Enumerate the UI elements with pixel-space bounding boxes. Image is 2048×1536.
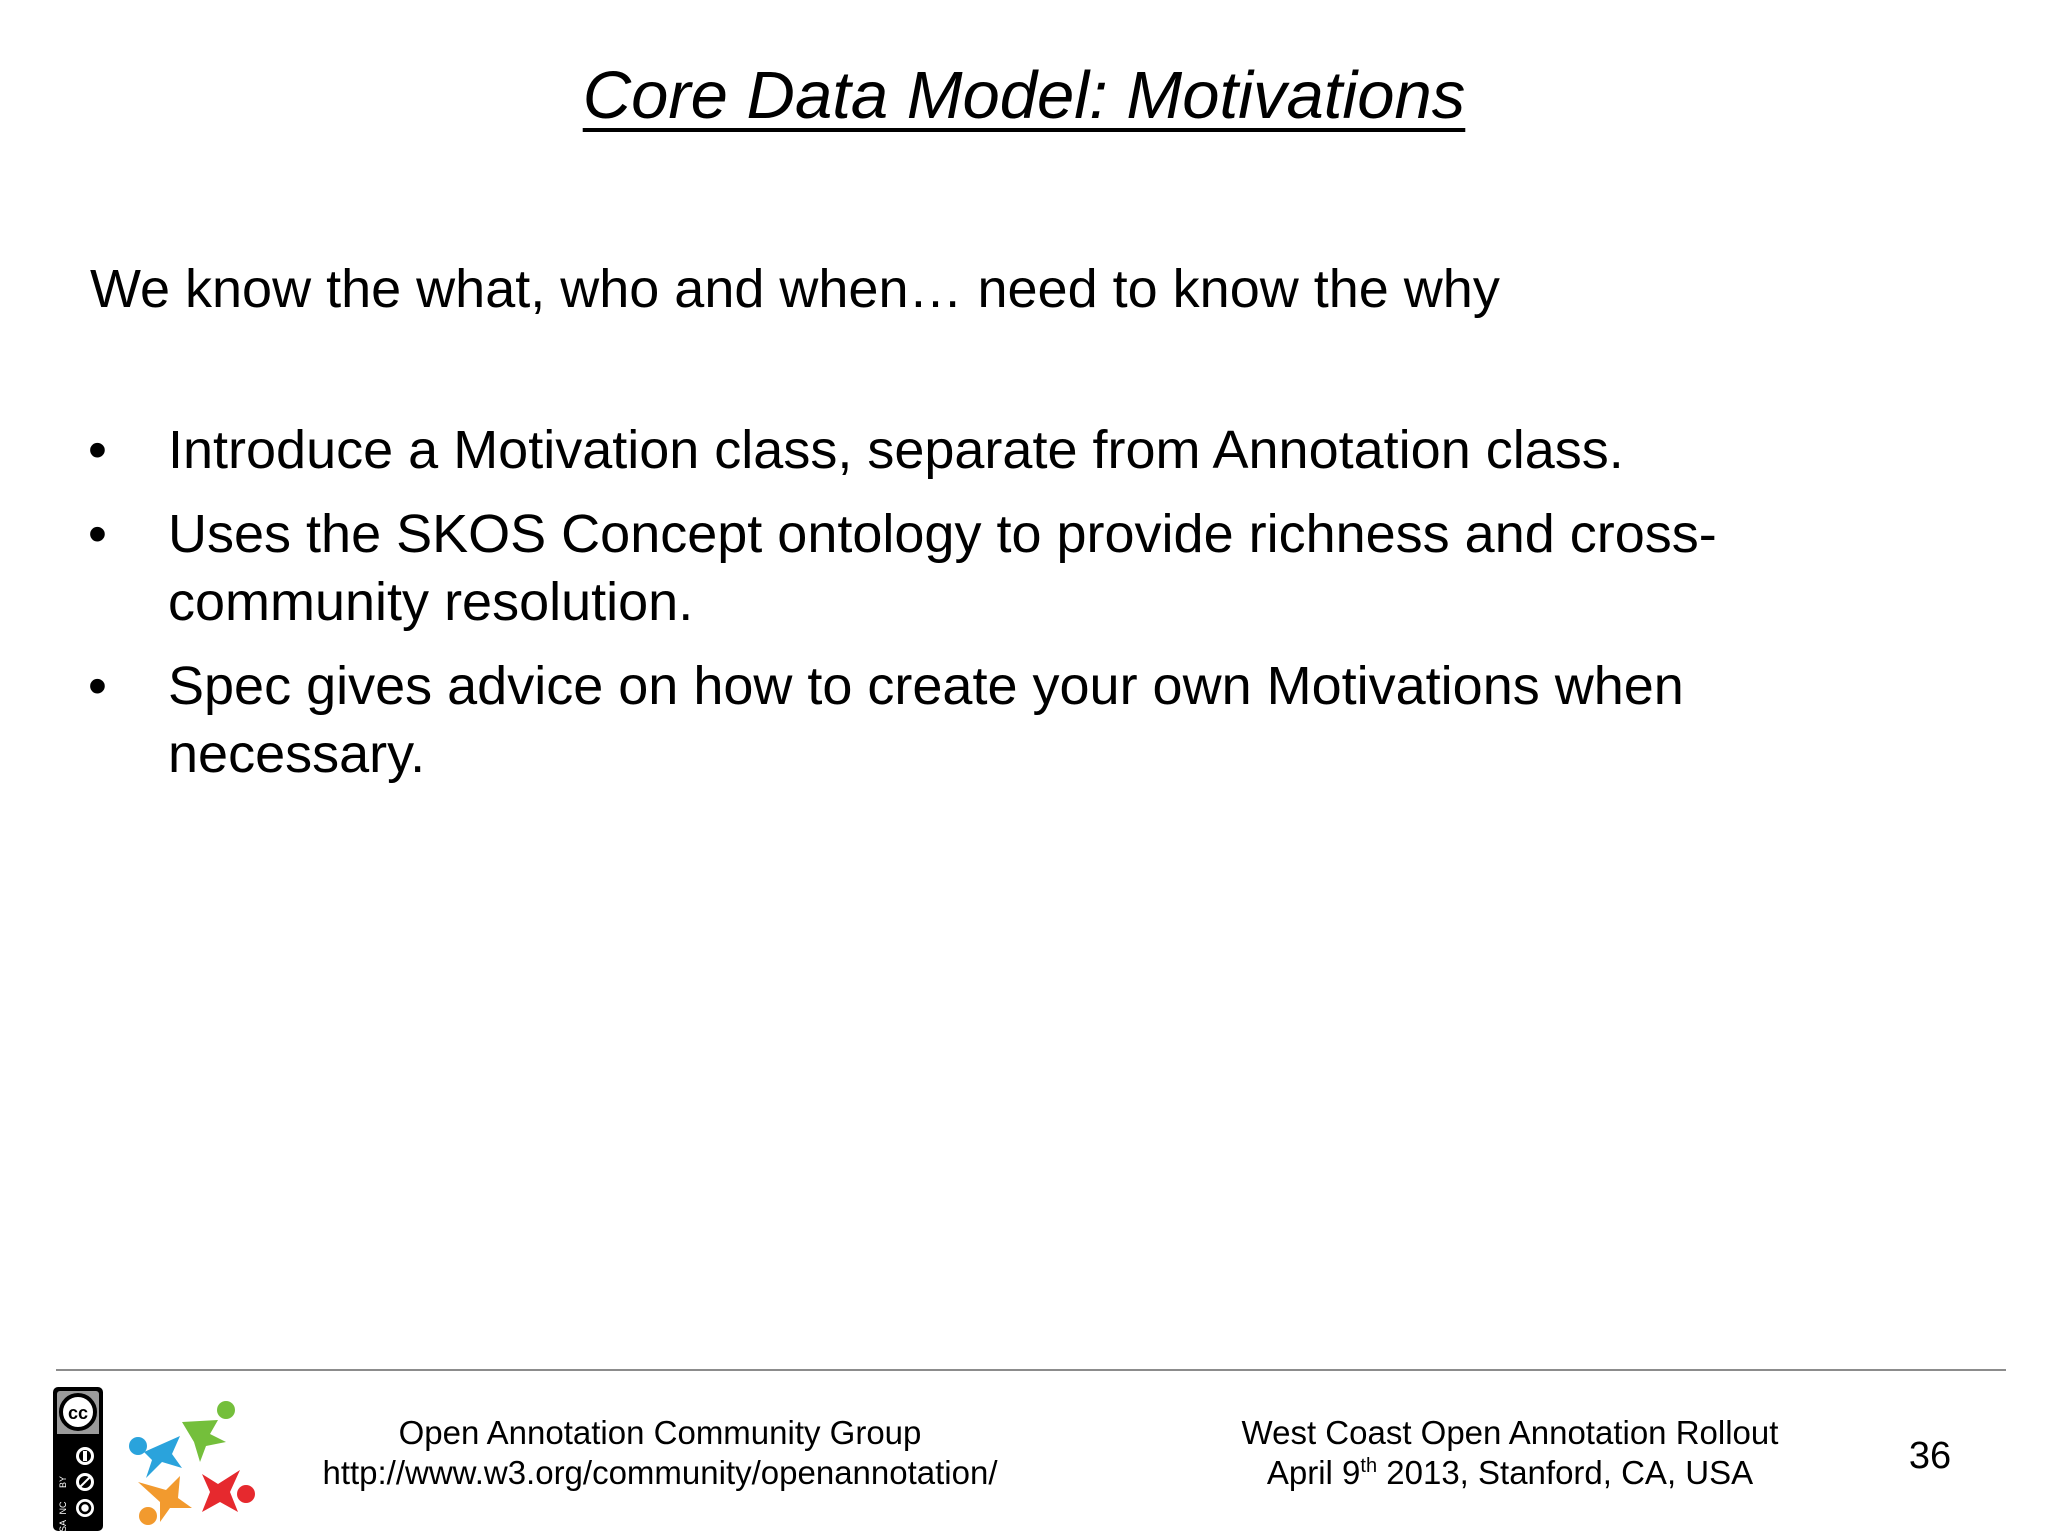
group-url[interactable]: http://www.w3.org/community/openannotation/ bbox=[322, 1454, 998, 1491]
bullet-list bbox=[90, 416, 1850, 804]
svg-text:cc: cc bbox=[67, 1403, 89, 1423]
creative-commons-icon bbox=[52, 1386, 104, 1532]
logo-figure bbox=[144, 1436, 182, 1478]
bullet-item bbox=[90, 652, 1850, 788]
open-annotation-logo-icon bbox=[122, 1396, 262, 1528]
slide-title: Core Data Model: Motivations bbox=[582, 58, 1466, 133]
event-date-suffix: th bbox=[1360, 1455, 1378, 1477]
logo-figure bbox=[182, 1420, 226, 1462]
bullet-text: Introduce a Motivation class, separate from Annotation class. bbox=[168, 420, 1624, 480]
bullet-marker: • bbox=[88, 504, 107, 564]
bullet-item bbox=[90, 416, 1850, 484]
event-name: West Coast Open Annotation Rollout bbox=[1241, 1414, 1779, 1451]
bullet-text: Spec gives advice on how to create your own Motivations when necessary. bbox=[168, 656, 1684, 784]
footer-group-info bbox=[290, 1413, 1030, 1493]
event-date-rest: 2013, Stanford, CA, USA bbox=[1377, 1454, 1754, 1491]
event-date-day: April 9 bbox=[1266, 1454, 1361, 1491]
event-date bbox=[1190, 1453, 1830, 1493]
bullet-marker: • bbox=[88, 656, 107, 716]
intro-text: We know the what, who and when… need to know the why bbox=[90, 259, 1500, 319]
group-name: Open Annotation Community Group bbox=[398, 1414, 922, 1451]
footer-event-info bbox=[1190, 1413, 1830, 1493]
cc-label-nc: NC bbox=[58, 1501, 68, 1515]
bullet-item bbox=[90, 500, 1850, 636]
logo-figure bbox=[202, 1470, 240, 1512]
logo-figure-head bbox=[237, 1485, 255, 1503]
bullet-marker: • bbox=[88, 420, 107, 480]
page-number: 36 bbox=[1908, 1435, 1952, 1477]
cc-label-sa: SA bbox=[58, 1519, 68, 1532]
logo-figure-head bbox=[139, 1507, 157, 1525]
cc-label-by: BY bbox=[58, 1475, 68, 1489]
logo-figure-head bbox=[217, 1401, 235, 1419]
bullet-text: Uses the SKOS Concept ontology to provide richness and cross-community resolution. bbox=[168, 504, 1717, 632]
footer-divider bbox=[56, 1369, 2006, 1371]
logo-figure-head bbox=[129, 1437, 147, 1455]
